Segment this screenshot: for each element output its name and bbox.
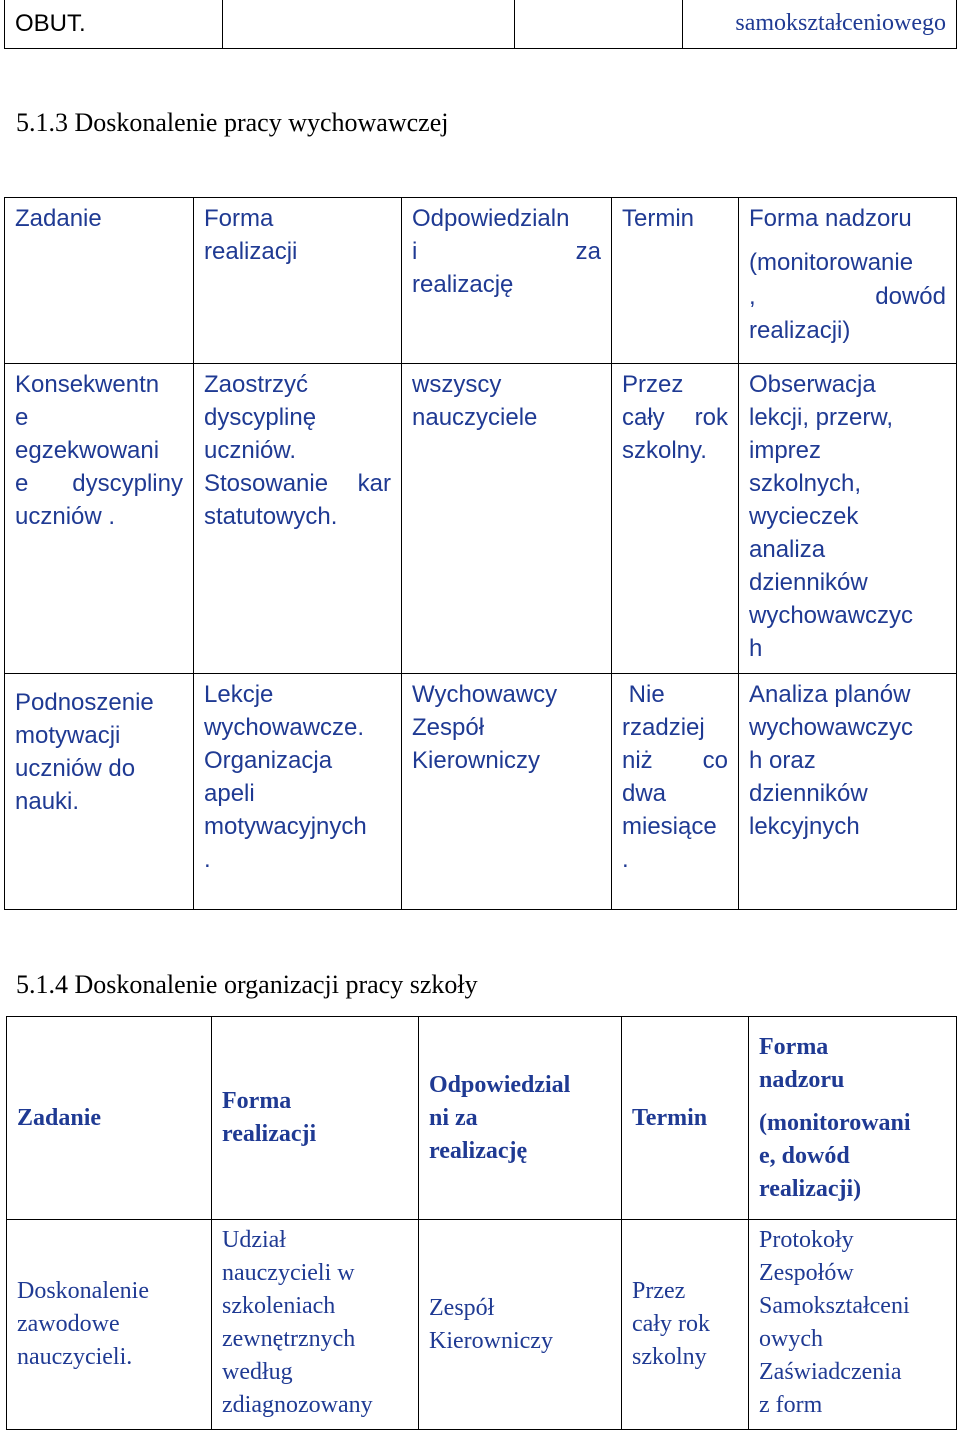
cell-responsible: Zespół Kierowniczy	[419, 1220, 622, 1430]
cell-responsible: Wychowawcy Zespół Kierowniczy	[402, 674, 612, 910]
header-supervision: Forma nadzoru (monitorowanie , dowód realizacji)	[739, 198, 957, 364]
header-term: Termin	[622, 1017, 749, 1220]
cell-term: Przez cały rok szkolny	[622, 1220, 749, 1430]
cell-form: Udział nauczycieli w szkoleniach zewnętrznych według zdiagnozowany	[212, 1220, 419, 1430]
header-responsible: Odpowiedzial ni za realizację	[419, 1017, 622, 1220]
table-header-row	[7, 1017, 957, 1220]
table-row	[5, 364, 957, 674]
header-form: Forma realizacji	[194, 198, 402, 364]
table-5-1-3	[4, 197, 957, 910]
cell-supervision: Analiza planów wychowawczyc h oraz dzienników lekcyjnych	[739, 674, 957, 910]
table-header-row	[5, 198, 957, 364]
header-task: Zadanie	[7, 1017, 212, 1220]
top-strip-right: samokształceniowego	[683, 0, 957, 49]
header-supervision: Forma nadzoru (monitorowani e, dowód realizacji)	[749, 1017, 957, 1220]
top-strip-cell	[223, 0, 515, 49]
table-5-1-4	[6, 1016, 957, 1430]
top-strip-left: OBUT.	[5, 0, 223, 49]
table-row	[7, 1220, 957, 1430]
header-term: Termin	[612, 198, 739, 364]
cell-supervision: Protokoły Zespołów Samokształceni owych Zaświadczenia z form	[749, 1220, 957, 1430]
header-form: Forma realizacji	[212, 1017, 419, 1220]
top-strip-table	[4, 0, 957, 49]
top-strip-cell	[515, 0, 683, 49]
cell-responsible: wszyscy nauczyciele	[402, 364, 612, 674]
cell-term: Nie rzadziej niż co dwa miesiące .	[612, 674, 739, 910]
cell-task: Podnoszenie motywacji uczniów do nauki.	[5, 674, 194, 910]
header-responsible: Odpowiedzialn i za realizację	[402, 198, 612, 364]
section-heading-5-1-3: 5.1.3 Doskonalenie pracy wychowawczej	[16, 108, 449, 137]
cell-form: Lekcje wychowawcze. Organizacja apeli motywacyjnych .	[194, 674, 402, 910]
cell-term: Przez cały rok szkolny.	[612, 364, 739, 674]
header-task: Zadanie	[5, 198, 194, 364]
cell-task: Doskonalenie zawodowe nauczycieli.	[7, 1220, 212, 1430]
section-heading-5-1-4: 5.1.4 Doskonalenie organizacji pracy szkoły	[16, 970, 478, 999]
table-row	[5, 674, 957, 910]
cell-form: Zaostrzyć dyscyplinę uczniów. Stosowanie kar statutowych.	[194, 364, 402, 674]
cell-supervision: Obserwacja lekcji, przerw, imprez szkolnych, wycieczek analiza dzienników wychowawczyc h	[739, 364, 957, 674]
cell-task: Konsekwentn e egzekwowani e dyscypliny uczniów .	[5, 364, 194, 674]
